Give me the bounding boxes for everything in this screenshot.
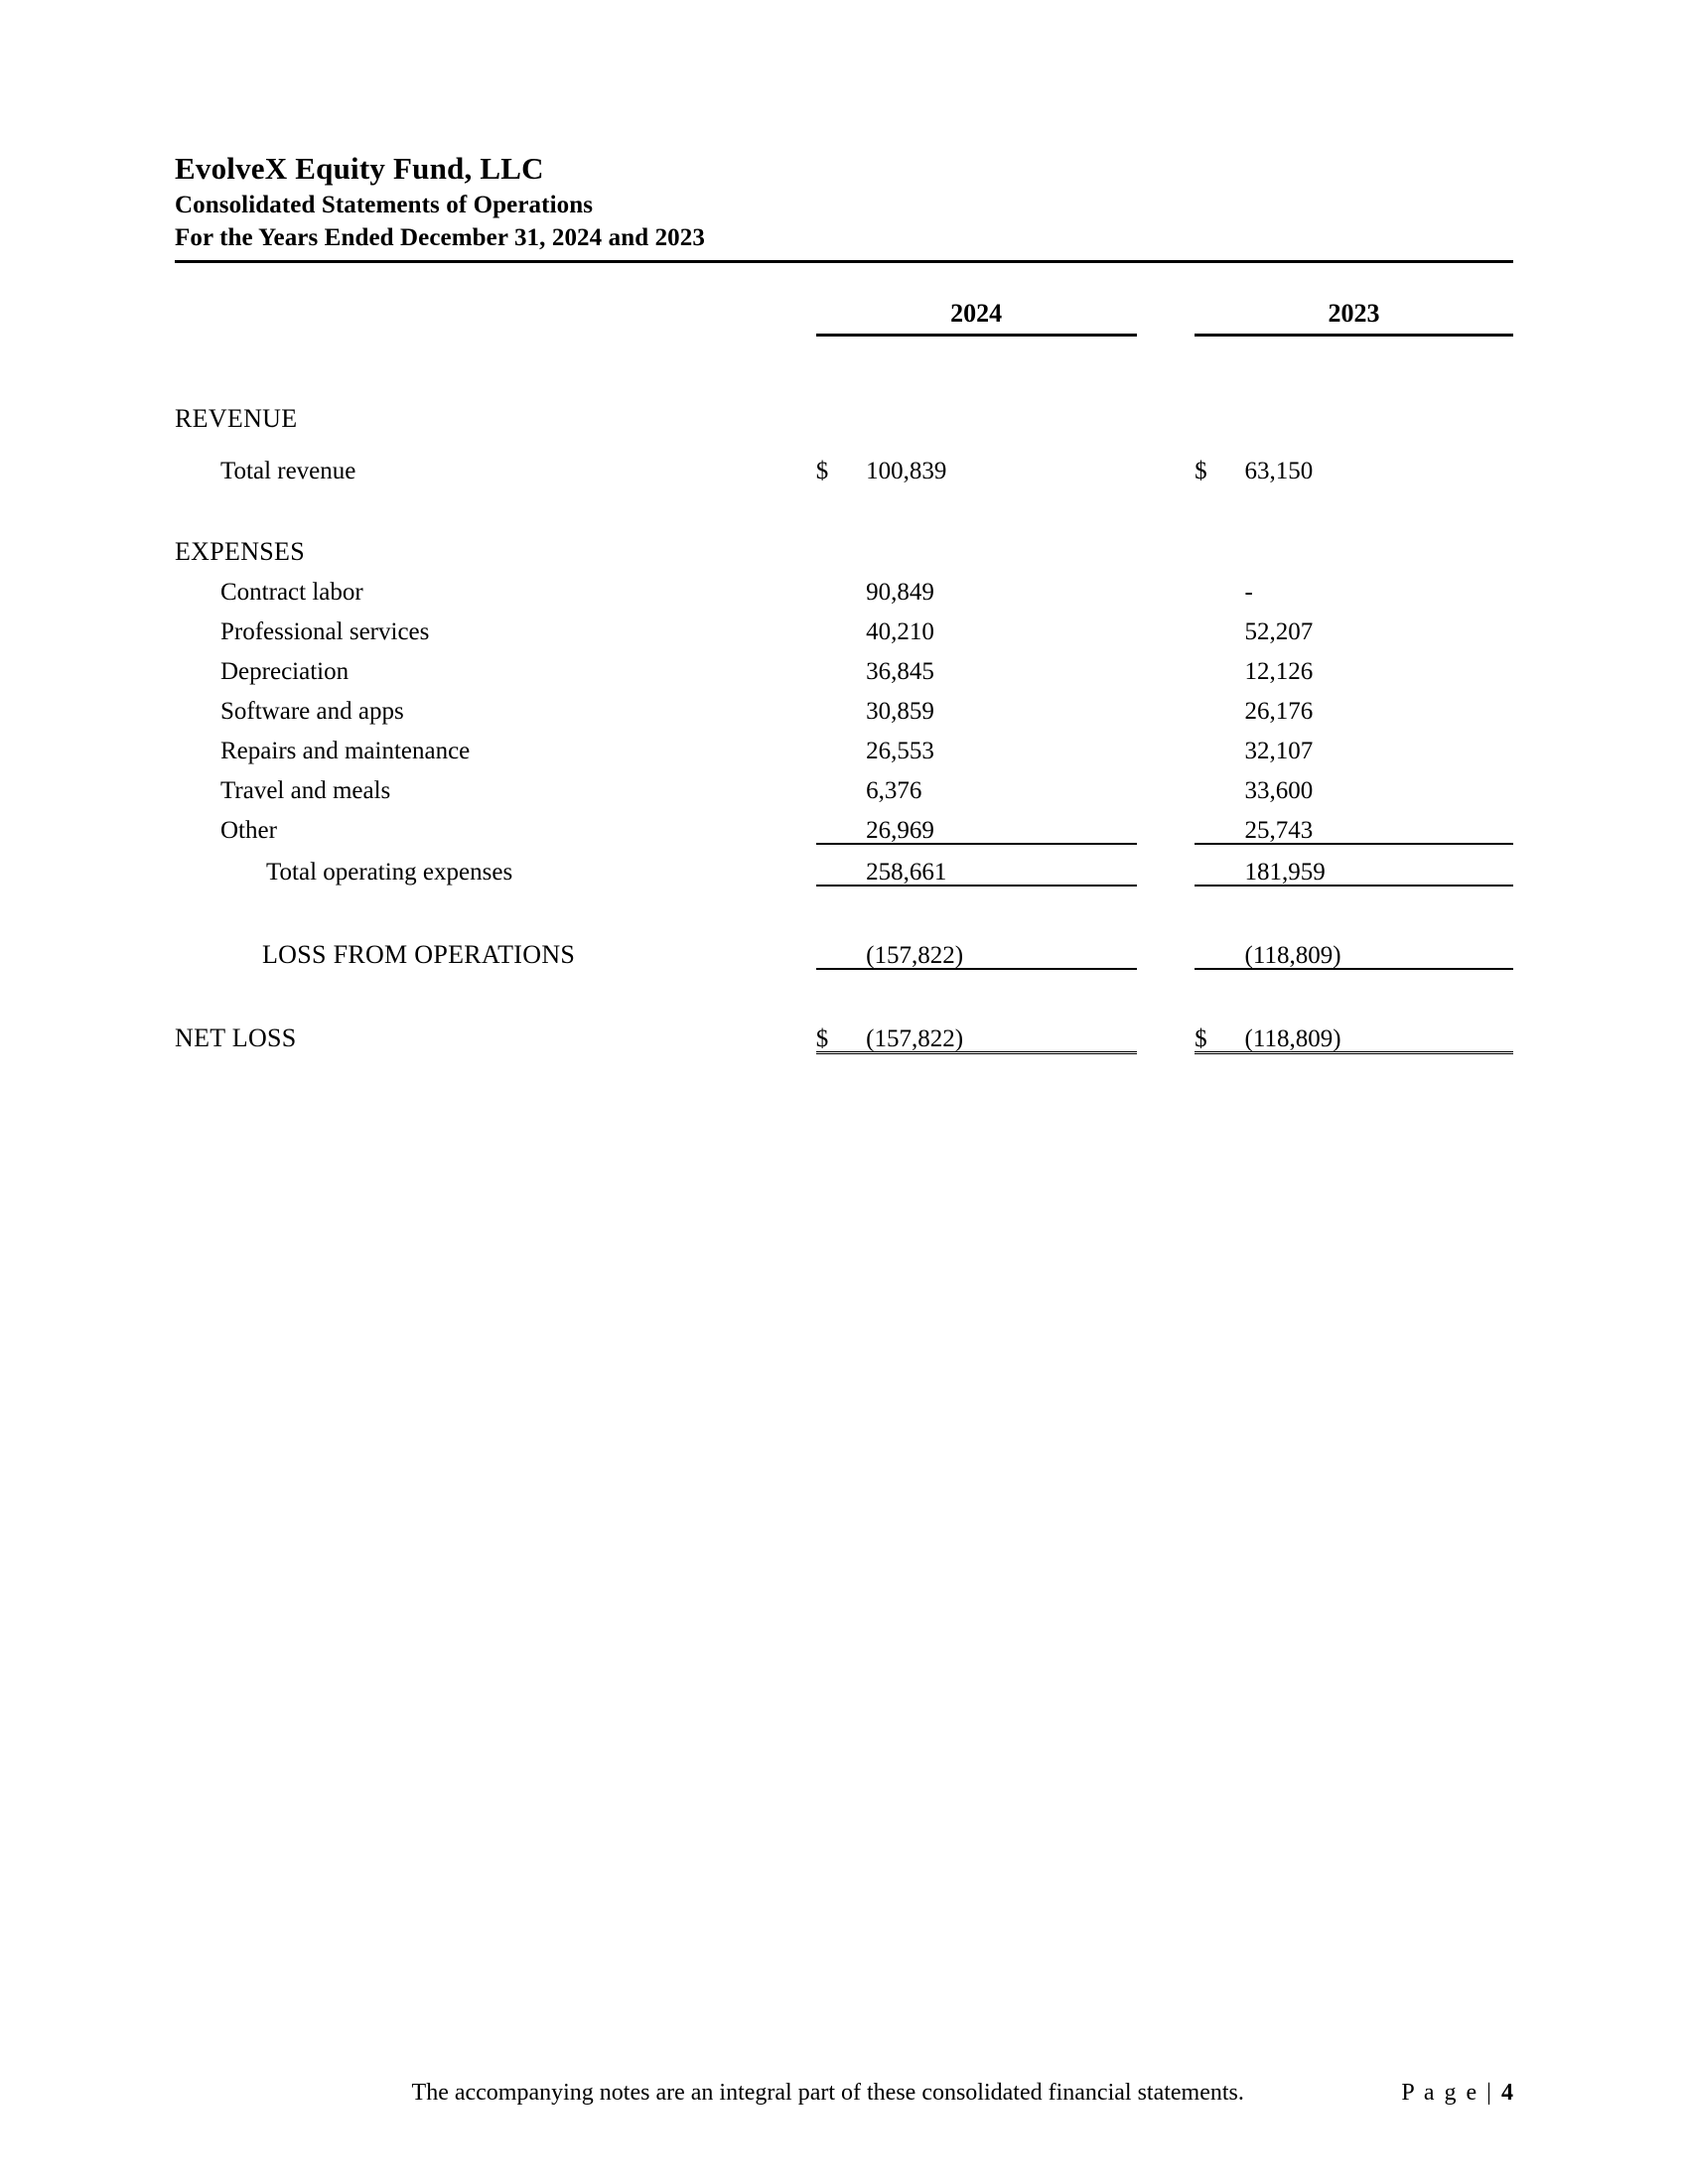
empty-cell <box>816 513 866 565</box>
document-header <box>175 149 1513 254</box>
empty-cell <box>1137 432 1196 483</box>
expense-value-2023: 26,176 <box>1244 697 1314 725</box>
expense-label: Repairs and maintenance <box>220 737 471 764</box>
total-expenses-2024: 258,661 <box>866 858 947 886</box>
empty-cell <box>1137 684 1196 724</box>
expense-label: Depreciation <box>220 657 350 685</box>
empty-cell <box>816 916 866 968</box>
empty-cell <box>816 684 866 724</box>
empty-cell <box>816 845 866 885</box>
net-loss-label: NET LOSS <box>175 1023 297 1052</box>
revenue-heading: REVENUE <box>175 403 298 433</box>
empty-cell <box>1137 724 1196 763</box>
table-row <box>175 724 1513 763</box>
header-gap <box>1137 301 1196 332</box>
table-row <box>175 565 1513 605</box>
empty-cell <box>1195 916 1244 968</box>
page-label: P a g e | <box>1401 2080 1493 2106</box>
expense-label: Travel and meals <box>220 776 391 804</box>
column-header-2023: 2023 <box>1328 298 1380 328</box>
empty-cell <box>1195 644 1244 684</box>
table-row <box>175 432 1513 483</box>
header-divider <box>175 260 1513 263</box>
empty-cell <box>816 565 866 605</box>
loss-from-operations-2023: (118,809) <box>1244 941 1341 969</box>
table-row <box>175 763 1513 803</box>
empty-cell <box>1195 513 1244 565</box>
expense-value-2023: 52,207 <box>1244 617 1314 645</box>
spacer <box>175 887 1513 916</box>
net-loss-row <box>175 1000 1513 1051</box>
net-loss-2024: (157,822) <box>866 1024 964 1052</box>
expense-label: Professional services <box>220 617 430 645</box>
expense-label: Contract labor <box>220 578 363 606</box>
expense-value-2024: 26,969 <box>866 816 934 844</box>
loss-from-operations-2024: (157,822) <box>866 941 964 969</box>
revenue-heading-row <box>175 380 1513 432</box>
currency-symbol-2024: $ <box>815 457 829 484</box>
operations-table <box>175 298 1513 1054</box>
empty-cell <box>1137 1000 1196 1051</box>
empty-cell <box>1137 763 1196 803</box>
expense-value-2023: 33,600 <box>1244 776 1314 804</box>
net-loss-2023: (118,809) <box>1244 1024 1341 1052</box>
expenses-heading: EXPENSES <box>175 536 305 566</box>
empty-cell <box>1195 803 1244 843</box>
empty-cell <box>816 724 866 763</box>
empty-cell <box>1245 513 1513 565</box>
empty-cell <box>816 803 866 843</box>
expense-value-2023: - <box>1244 578 1253 606</box>
company-name: EvolveX Equity Fund, LLC <box>175 151 544 186</box>
empty-cell <box>816 644 866 684</box>
total-revenue-2024: 100,839 <box>866 457 947 484</box>
empty-cell <box>1137 803 1196 843</box>
empty-cell <box>1195 684 1244 724</box>
empty-cell <box>816 605 866 644</box>
currency-symbol-2023: $ <box>1195 457 1207 484</box>
empty-cell <box>816 380 866 432</box>
expense-value-2024: 26,553 <box>866 737 934 764</box>
footer-note: The accompanying notes are an integral part of these consolidated financial statements. <box>411 2080 1244 2106</box>
header-spacer <box>175 301 816 332</box>
statement-content <box>175 149 1513 1054</box>
column-header-row <box>175 301 1513 332</box>
expense-value-2024: 6,376 <box>866 776 922 804</box>
page-indicator <box>1401 2080 1513 2107</box>
page-number: 4 <box>1501 2080 1513 2106</box>
loss-from-operations-row <box>175 916 1513 968</box>
statement-period: For the Years Ended December 31, 2024 and 2023 <box>175 223 705 251</box>
net-loss-double-rule-2024 <box>816 1051 1137 1054</box>
empty-cell <box>816 763 866 803</box>
empty-cell <box>1195 724 1244 763</box>
spacer <box>175 483 1513 513</box>
spacer <box>175 335 1513 380</box>
expense-label: Software and apps <box>220 697 404 725</box>
total-expenses-row <box>175 845 1513 885</box>
expense-value-2024: 36,845 <box>866 657 934 685</box>
expenses-heading-row <box>175 513 1513 565</box>
expense-value-2024: 30,859 <box>866 697 934 725</box>
total-expenses-label: Total operating expenses <box>266 858 513 886</box>
table-row <box>175 644 1513 684</box>
expense-value-2024: 90,849 <box>866 578 934 606</box>
total-expenses-2023: 181,959 <box>1244 858 1326 886</box>
empty-cell <box>1195 380 1244 432</box>
statement-title: Consolidated Statements of Operations <box>175 191 594 218</box>
empty-cell <box>1195 763 1244 803</box>
empty-cell <box>1137 513 1196 565</box>
expense-value-2023: 12,126 <box>1244 657 1314 685</box>
empty-cell <box>866 513 1136 565</box>
empty-cell <box>1195 565 1244 605</box>
empty-cell <box>1245 380 1513 432</box>
rule-gap <box>1137 1051 1196 1054</box>
expense-value-2023: 25,743 <box>1244 816 1314 844</box>
empty-cell <box>1137 605 1196 644</box>
column-header-2024: 2024 <box>950 298 1003 328</box>
spacer <box>175 970 1513 1000</box>
net-loss-double-rule-2023 <box>1195 1051 1513 1054</box>
table-row <box>175 684 1513 724</box>
empty-cell <box>1195 605 1244 644</box>
total-revenue-label: Total revenue <box>220 457 356 484</box>
empty-cell <box>1137 565 1196 605</box>
empty-cell <box>1137 380 1196 432</box>
expense-value-2024: 40,210 <box>866 617 934 645</box>
loss-from-operations-label: LOSS FROM OPERATIONS <box>262 939 576 969</box>
table-row <box>175 605 1513 644</box>
table-row <box>175 803 1513 843</box>
empty-cell <box>1137 845 1196 885</box>
empty-cell <box>1195 845 1244 885</box>
currency-symbol-2024: $ <box>815 1024 829 1052</box>
empty-cell <box>1137 644 1196 684</box>
page-footer <box>175 2080 1513 2107</box>
currency-symbol-2023: $ <box>1195 1024 1207 1052</box>
expense-value-2023: 32,107 <box>1244 737 1314 764</box>
expense-label: Other <box>220 816 277 844</box>
empty-cell <box>1137 916 1196 968</box>
total-revenue-2023: 63,150 <box>1244 457 1314 484</box>
empty-cell <box>866 380 1136 432</box>
